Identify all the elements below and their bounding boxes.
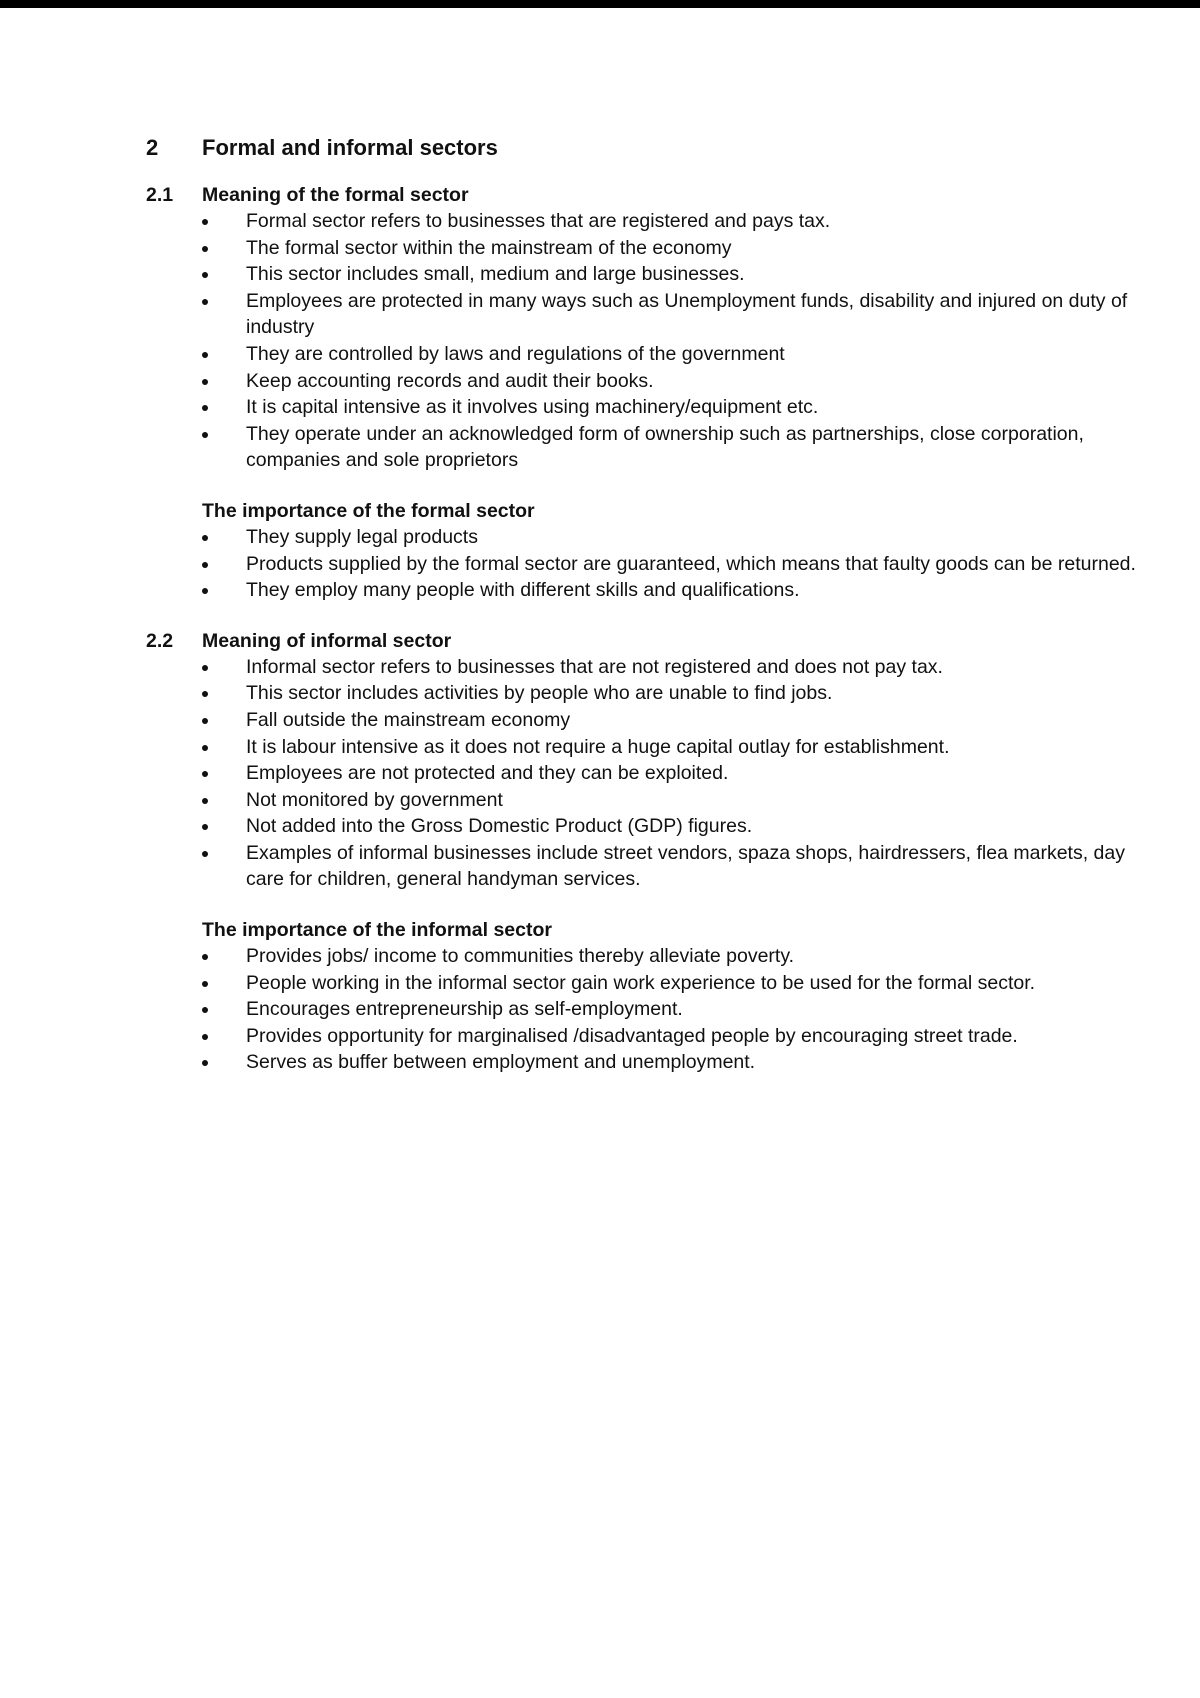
bullet-icon bbox=[202, 665, 208, 671]
bullet-icon bbox=[202, 851, 208, 857]
bullet-icon bbox=[202, 405, 208, 411]
list-item: This sector includes activities by people who are unable to find jobs. bbox=[202, 680, 1156, 707]
formal-sector-importance-list bbox=[146, 524, 1156, 604]
main-heading bbox=[146, 134, 1156, 162]
bullet-icon bbox=[202, 246, 208, 252]
list-item: This sector includes small, medium and large businesses. bbox=[202, 261, 1156, 288]
bullet-icon bbox=[202, 824, 208, 830]
list-item: They employ many people with different skills and qualifications. bbox=[202, 577, 1156, 604]
section-number: 2.2 bbox=[146, 629, 174, 652]
formal-importance-heading: The importance of the formal sector bbox=[202, 499, 535, 522]
list-item: Employees are not protected and they can be exploited. bbox=[202, 760, 1156, 787]
list-item: Encourages entrepreneurship as self-employment. bbox=[202, 996, 1156, 1023]
bullet-icon bbox=[202, 535, 208, 541]
list-item: It is labour intensive as it does not require a huge capital outlay for establishment. bbox=[202, 734, 1156, 761]
bullet-icon bbox=[202, 299, 208, 305]
list-item: Keep accounting records and audit their books. bbox=[202, 368, 1156, 395]
bullet-icon bbox=[202, 272, 208, 278]
main-heading-number: 2 bbox=[146, 135, 159, 160]
bullet-icon bbox=[202, 1060, 208, 1066]
list-item: Informal sector refers to businesses that are not registered and does not pay tax. bbox=[202, 654, 1156, 681]
informal-importance-heading: The importance of the informal sector bbox=[202, 919, 552, 942]
list-item: Provides jobs/ income to communities thereby alleviate poverty. bbox=[202, 943, 1156, 970]
main-heading-title: Formal and informal sectors bbox=[202, 135, 498, 160]
section-heading-2-1 bbox=[146, 182, 1156, 208]
list-item: People working in the informal sector gain work experience to be used for the formal sector. bbox=[202, 970, 1156, 997]
section-number: 2.1 bbox=[146, 184, 174, 206]
formal-sector-meaning-list bbox=[146, 208, 1156, 474]
list-item: Formal sector refers to businesses that are registered and pays tax. bbox=[202, 208, 1156, 235]
list-item: Products supplied by the formal sector are guaranteed, which means that faulty goods can be returned. bbox=[202, 551, 1156, 578]
list-item: Employees are protected in many ways such as Unemployment funds, disability and injured on duty of industry bbox=[202, 288, 1156, 341]
list-item: Examples of informal businesses include street vendors, spaza shops, hairdressers, flea markets, day care for children, general handyman services. bbox=[202, 840, 1156, 893]
informal-sector-meaning-list bbox=[146, 654, 1156, 893]
bullet-icon bbox=[202, 771, 208, 777]
bullet-icon bbox=[202, 981, 208, 987]
list-item: They operate under an acknowledged form of ownership such as partnerships, close corporation, companies and sole proprietors bbox=[202, 421, 1156, 474]
section-title: Meaning of informal sector bbox=[202, 629, 452, 652]
bullet-icon bbox=[202, 954, 208, 960]
section-title: Meaning of the formal sector bbox=[202, 184, 469, 206]
list-item: Serves as buffer between employment and unemployment. bbox=[202, 1049, 1156, 1076]
bullet-icon bbox=[202, 1007, 208, 1013]
spacer bbox=[146, 893, 1156, 917]
informal-sector-importance-list bbox=[146, 943, 1156, 1076]
bullet-icon bbox=[202, 691, 208, 697]
list-item: Not added into the Gross Domestic Product (GDP) figures. bbox=[202, 813, 1156, 840]
bullet-icon bbox=[202, 379, 208, 385]
bullet-icon bbox=[202, 219, 208, 225]
list-item: It is capital intensive as it involves using machinery/equipment etc. bbox=[202, 394, 1156, 421]
document-page bbox=[146, 134, 1156, 1076]
bullet-icon bbox=[202, 718, 208, 724]
spacer bbox=[146, 604, 1156, 628]
bullet-icon bbox=[202, 1034, 208, 1040]
bullet-icon bbox=[202, 588, 208, 594]
top-border-bar bbox=[0, 0, 1200, 8]
bullet-icon bbox=[202, 352, 208, 358]
spacer bbox=[146, 474, 1156, 498]
list-item: Fall outside the mainstream economy bbox=[202, 707, 1156, 734]
bullet-icon bbox=[202, 432, 208, 438]
list-item: They supply legal products bbox=[202, 524, 1156, 551]
bullet-icon bbox=[202, 562, 208, 568]
list-item: Provides opportunity for marginalised /disadvantaged people by encouraging street trade. bbox=[202, 1023, 1156, 1050]
list-item: They are controlled by laws and regulations of the government bbox=[202, 341, 1156, 368]
bullet-icon bbox=[202, 798, 208, 804]
bullet-icon bbox=[202, 745, 208, 751]
section-heading-2-2 bbox=[146, 628, 1156, 654]
list-item: Not monitored by government bbox=[202, 787, 1156, 814]
list-item: The formal sector within the mainstream of the economy bbox=[202, 235, 1156, 262]
